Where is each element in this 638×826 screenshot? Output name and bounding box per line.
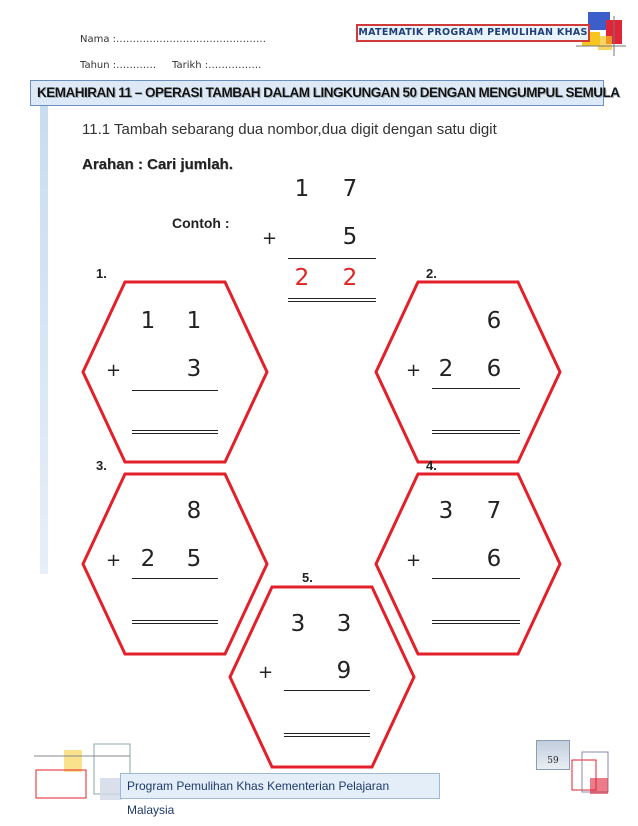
q2-sum-line <box>432 388 520 389</box>
q3-bottom-tens: 2 <box>140 546 156 572</box>
question-number: 3. <box>96 458 107 473</box>
q4-plus-sign: + <box>406 550 422 571</box>
q5-top-tens: 3 <box>290 611 306 637</box>
corner-decoration-bottom-left <box>34 740 134 812</box>
q1-plus-sign: + <box>106 360 122 381</box>
q2-top-ones: 6 <box>486 308 502 334</box>
q2-plus-sign: + <box>406 360 422 381</box>
tarikh-field: Tarikh :……………. <box>172 60 262 71</box>
footer-text: Program Pemulihan Khas Kementerian Pelajaran Malaysia <box>120 773 440 799</box>
q4-bottom-ones: 6 <box>486 546 502 572</box>
q2-bottom-ones: 6 <box>486 356 502 382</box>
subtitle: 11.1 Tambah sebarang dua nombor,dua digit dengan satu digit <box>82 121 497 138</box>
question-number: 2. <box>426 266 437 281</box>
q1-sum-line <box>132 390 218 391</box>
q2-answer-line[interactable] <box>432 430 520 434</box>
q5-bottom-ones: 9 <box>336 658 352 684</box>
hexagon-q2 <box>376 282 560 462</box>
instruction: Arahan : Cari jumlah. <box>82 156 233 173</box>
example-bottom-ones: 5 <box>342 224 358 250</box>
q2-bottom-tens: 2 <box>438 356 454 382</box>
question-number: 5. <box>302 570 313 585</box>
q5-top-ones: 3 <box>336 611 352 637</box>
question-number: 4. <box>426 458 437 473</box>
q1-bottom-ones: 3 <box>186 356 202 382</box>
q1-top-tens: 1 <box>140 308 156 334</box>
q3-answer-line[interactable] <box>132 620 218 624</box>
example-answer-tens: 2 <box>294 265 310 291</box>
page-number: 59 <box>536 740 570 770</box>
example-label: Contoh : <box>172 215 230 231</box>
q3-bottom-ones: 5 <box>186 546 202 572</box>
q1-answer-line[interactable] <box>132 430 218 434</box>
skill-title: KEMAHIRAN 11 – OPERASI TAMBAH DALAM LINGKUNGAN 50 DENGAN MENGUMPUL SEMULA <box>30 80 604 106</box>
example-top-tens: 1 <box>294 176 310 202</box>
tahun-field: Tahun :………… <box>80 60 157 71</box>
q3-top-ones: 8 <box>186 498 202 524</box>
q5-sum-line <box>284 690 370 691</box>
example-answer-ones: 2 <box>342 265 358 291</box>
q5-plus-sign: + <box>258 662 274 683</box>
q4-top-tens: 3 <box>438 498 454 524</box>
example-top-ones: 7 <box>342 176 358 202</box>
q3-plus-sign: + <box>106 550 122 571</box>
q4-sum-line <box>432 578 520 579</box>
q4-answer-line[interactable] <box>432 620 520 624</box>
hexagon-q4 <box>376 474 560 654</box>
nama-field: Nama :……………………………………… <box>80 34 267 45</box>
subject-banner: MATEMATIK PROGRAM PEMULIHAN KHAS <box>356 24 590 42</box>
q5-answer-line[interactable] <box>284 733 370 737</box>
q3-sum-line <box>132 578 218 579</box>
q4-top-ones: 7 <box>486 498 502 524</box>
question-number: 1. <box>96 266 107 281</box>
example-plus-sign: + <box>262 228 278 249</box>
q1-top-ones: 1 <box>186 308 202 334</box>
